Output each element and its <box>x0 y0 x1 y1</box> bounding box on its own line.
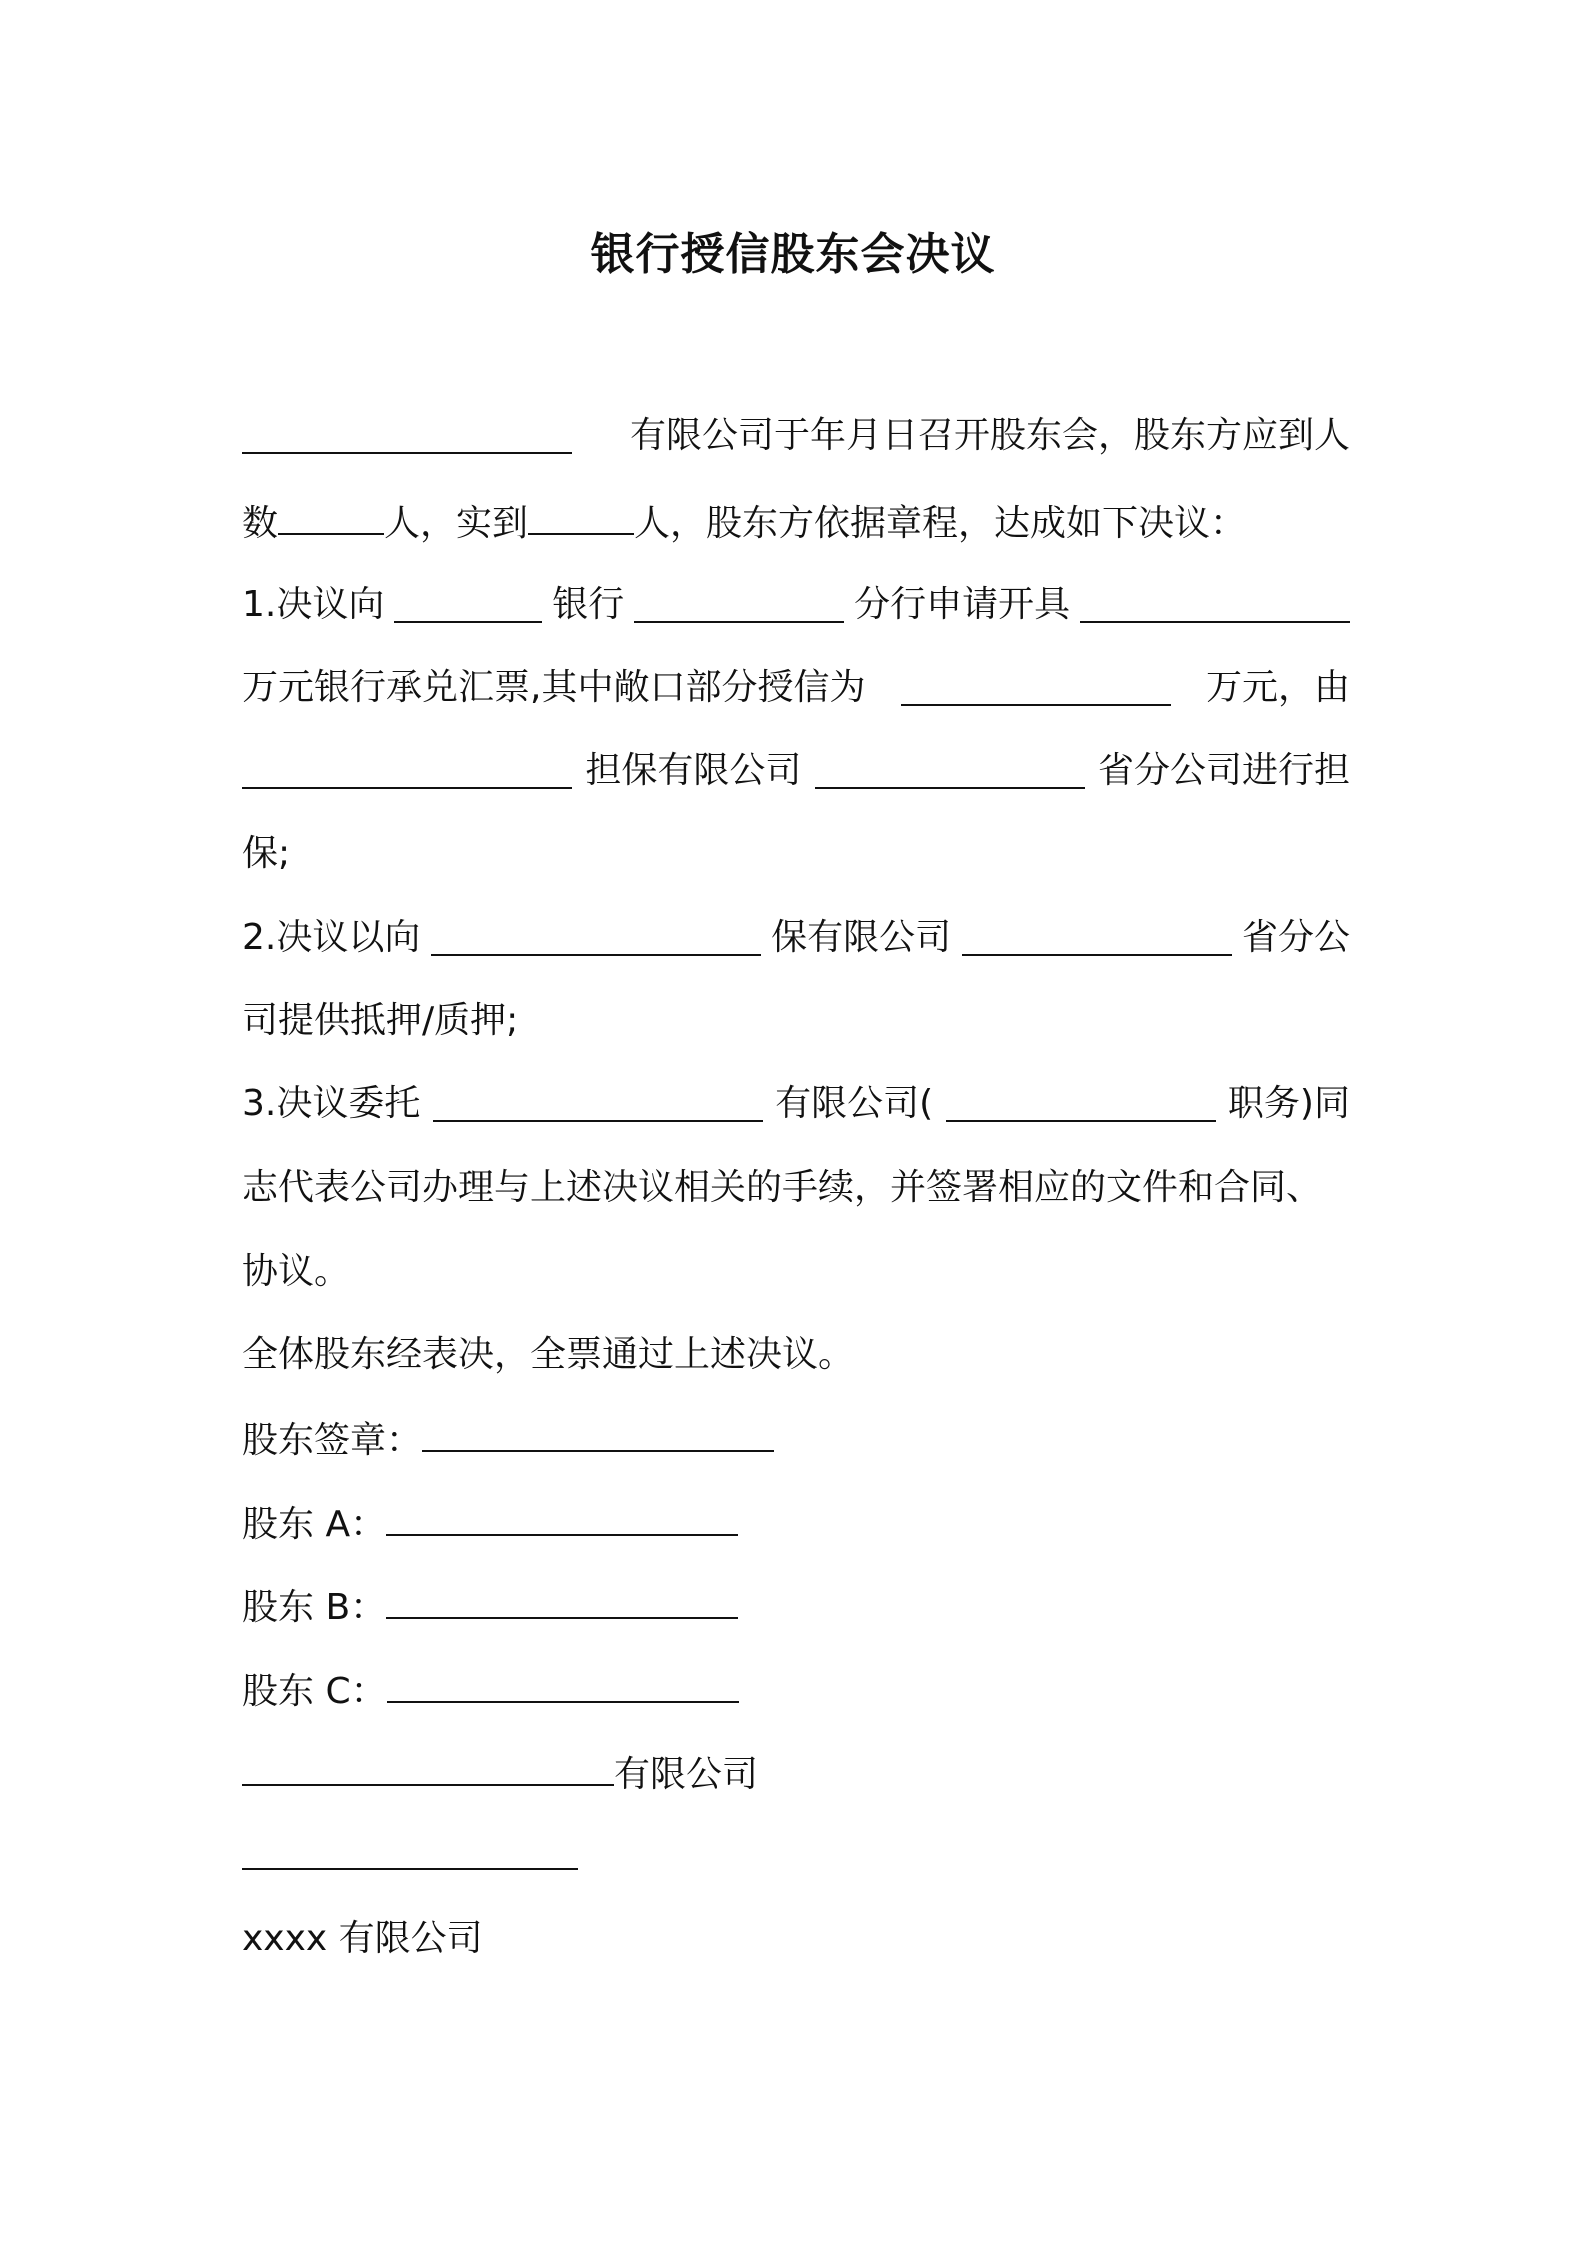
text-people-actual: 人，实到 <box>384 503 529 544</box>
signature-date <box>242 1838 1350 1877</box>
paragraph-intro-line2 <box>242 503 1350 542</box>
text-acceptance: 万元银行承兑汇票,其中敞口部分授信为 <box>242 667 866 708</box>
text-bao: 保; <box>242 833 291 874</box>
blank-guarantor[interactable] <box>242 757 572 789</box>
text-guarantee-co-2: 保有限公司 <box>771 917 952 958</box>
blank-province[interactable] <box>815 757 1085 789</box>
blank-item2-company[interactable] <box>431 924 761 956</box>
text-delegate-duties: 志代表公司办理与上述决议相关的手续，并签署相应的文件和合同、 <box>242 1167 1323 1208</box>
item1-line2 <box>242 667 1350 708</box>
blank-expected-count[interactable] <box>278 503 384 535</box>
text-bank: 银行 <box>552 584 625 625</box>
blank-position[interactable] <box>946 1090 1216 1122</box>
text-issuer: xxxx 有限公司 <box>242 1918 483 1959</box>
text-intro-1: 有限公司于年月日召开股东会，股东方应到人 <box>629 415 1350 456</box>
blank-actual-count[interactable] <box>528 503 634 535</box>
text-province-branch: 省分公司进行担 <box>1097 750 1350 791</box>
blank-delegate-company[interactable] <box>433 1090 763 1122</box>
text-shu: 数 <box>242 503 279 544</box>
blank-item2-province[interactable] <box>962 924 1232 956</box>
label-shareholder-seal: 股东签章： <box>242 1420 423 1461</box>
signature-shareholder-b <box>242 1587 1350 1626</box>
text-province-branch-2: 省分公 <box>1241 917 1350 958</box>
label-shareholder-b: 股东 B： <box>242 1587 387 1628</box>
text-wan-you: 万元，由 <box>1205 667 1350 708</box>
text-vote: 全体股东经表决，全票通过上述决议。 <box>242 1334 855 1375</box>
text-company-paren: 有限公司( <box>775 1083 934 1124</box>
blank-bank-name[interactable] <box>394 591 542 623</box>
blank-company-name[interactable] <box>242 422 572 454</box>
paragraph-intro-line1 <box>242 415 1350 456</box>
item2-line2 <box>242 1000 1350 1041</box>
text-limited-company: 有限公司 <box>614 1754 759 1795</box>
blank-amount[interactable] <box>1080 591 1350 623</box>
text-position-tong: 职务)同 <box>1227 1083 1350 1124</box>
label-shareholder-a: 股东 A： <box>242 1504 387 1545</box>
item3-line2 <box>242 1167 1350 1208</box>
text-agreement: 协议。 <box>242 1251 351 1292</box>
blank-date[interactable] <box>242 1838 578 1870</box>
vote-line <box>242 1334 1350 1375</box>
text-resolution-intro: 人，股东方依据章程，达成如下决议： <box>634 503 1247 544</box>
item1-line4 <box>242 833 1350 874</box>
item1-line1 <box>242 584 1350 625</box>
item3-line1 <box>242 1083 1350 1124</box>
blank-shareholder-a[interactable] <box>386 1504 738 1536</box>
signature-company <box>242 1754 1350 1793</box>
item3-line3 <box>242 1251 1350 1292</box>
signature-shareholders <box>242 1420 1350 1459</box>
blank-branch-name[interactable] <box>634 591 844 623</box>
text-item3-prefix: 3.决议委托 <box>242 1083 421 1124</box>
issuer-company <box>242 1918 1350 1959</box>
signature-shareholder-a <box>242 1504 1350 1543</box>
text-branch-apply: 分行申请开具 <box>854 584 1071 625</box>
blank-company-sign[interactable] <box>242 1754 614 1786</box>
text-item2-prefix: 2.决议以向 <box>242 917 421 958</box>
item2-line1 <box>242 917 1350 958</box>
text-pledge: 司提供抵押/质押; <box>242 1000 519 1041</box>
blank-shareholder-c[interactable] <box>387 1671 739 1703</box>
text-item1-prefix: 1.决议向 <box>242 584 385 625</box>
document-title: 银行授信股东会决议 <box>590 229 996 280</box>
blank-shareholder-b[interactable] <box>386 1587 738 1619</box>
label-shareholder-c: 股东 C： <box>242 1671 387 1712</box>
text-guarantee-co: 担保有限公司 <box>585 750 802 791</box>
signature-shareholder-c <box>242 1671 1350 1710</box>
blank-shareholder-seal[interactable] <box>422 1420 774 1452</box>
item1-line3 <box>242 750 1350 791</box>
blank-exposure-amount[interactable] <box>901 674 1171 706</box>
